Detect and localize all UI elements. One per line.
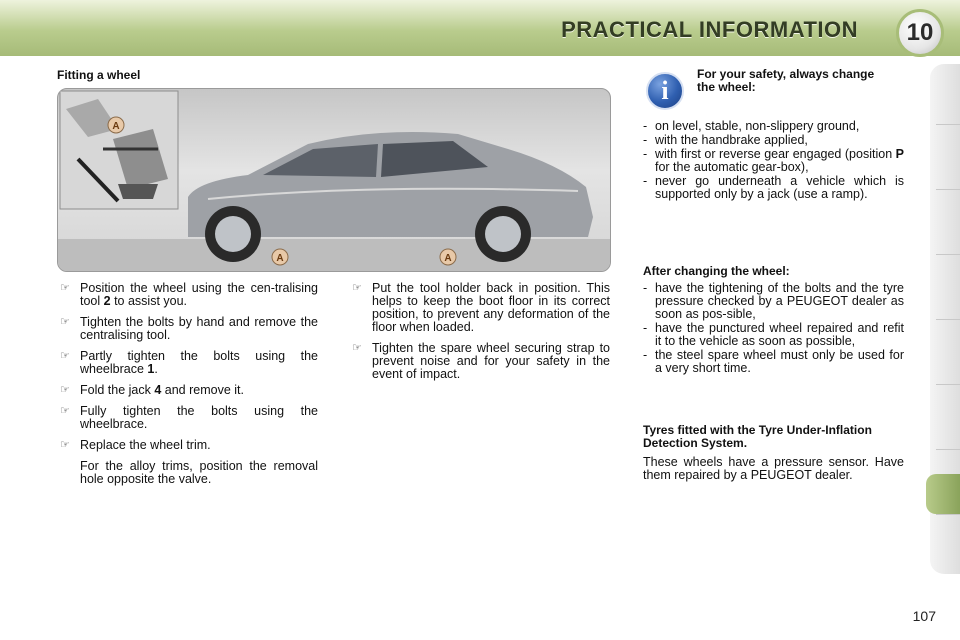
- instruction-step: ☞ Fully tighten the bolts using the wheelbrace.: [60, 404, 318, 431]
- pointing-hand-icon: ☞: [60, 350, 70, 362]
- safety-list: [643, 120, 904, 202]
- instruction-step: ☞ Position the wheel using the cen-tralising tool 2 to assist you.: [60, 281, 318, 308]
- instruction-note: For the alloy trims, position the removal hole opposite the valve.: [80, 459, 318, 486]
- tab-divider: [936, 254, 960, 255]
- after-item: - the steel spare wheel must only be used for a very short time.: [643, 348, 904, 375]
- safety-item: - with the handbrake applied,: [643, 133, 808, 147]
- jack-point-label: A: [444, 253, 452, 264]
- tab-divider: [936, 449, 960, 450]
- pointing-hand-icon: ☞: [60, 439, 70, 451]
- instruction-step: ☞ Tighten the spare wheel securing strap to prevent noise and for your safety in the event of impact.: [352, 341, 610, 381]
- car-jack-illustration: [57, 88, 611, 272]
- safety-item: - on level, stable, non-slippery ground,: [643, 119, 860, 133]
- pointing-hand-icon: ☞: [352, 282, 362, 294]
- safety-title: For your safety, always change the wheel:: [697, 67, 875, 94]
- section-title-fitting-wheel: Fitting a wheel: [57, 68, 141, 82]
- chapter-number-badge: 10: [896, 9, 944, 57]
- instructions-column-2: [352, 282, 610, 389]
- after-title: After changing the wheel:: [643, 264, 790, 278]
- jack-point-label: A: [112, 121, 120, 132]
- instruction-step: ☞ Partly tighten the bolts using the wheelbrace 1.: [60, 349, 318, 376]
- after-item: - have the punctured wheel repaired and refit it to the vehicle as soon as possible,: [643, 321, 904, 348]
- instruction-step: ☞ Put the tool holder back in position. This helps to keep the boot floor in its correct position, to prevent any deformation of the floor when loaded.: [352, 281, 610, 334]
- pointing-hand-icon: ☞: [60, 282, 70, 294]
- safety-item: - never go underneath a vehicle which is supported only by a jack (use a ramp).: [643, 174, 904, 201]
- active-chapter-tab[interactable]: [926, 474, 960, 514]
- pointing-hand-icon: ☞: [60, 384, 70, 396]
- tab-divider: [936, 189, 960, 190]
- info-icon: i: [646, 72, 684, 110]
- pointing-hand-icon: ☞: [352, 342, 362, 354]
- instruction-step: ☞ Replace the wheel trim.: [60, 438, 211, 452]
- tyres-title: Tyres fitted with the Tyre Under-Inflation Detection System.: [643, 423, 872, 450]
- safety-item: - with first or reverse gear engaged (position P for the automatic gear-box),: [643, 147, 904, 174]
- after-list: [643, 282, 904, 376]
- tab-divider: [936, 319, 960, 320]
- tab-divider: [936, 384, 960, 385]
- tyres-text: These wheels have a pressure sensor. Have them repaired by a PEUGEOT dealer.: [643, 455, 904, 482]
- pointing-hand-icon: ☞: [60, 405, 70, 417]
- instruction-step: ☞ Tighten the bolts by hand and remove the centralising tool.: [60, 315, 318, 342]
- page-number: 107: [912, 608, 936, 624]
- instructions-column-1: [60, 282, 318, 494]
- jack-point-label: A: [276, 253, 284, 264]
- instruction-step: ☞ Fold the jack 4 and remove it.: [60, 383, 244, 397]
- pointing-hand-icon: ☞: [60, 316, 70, 328]
- page-title: PRACTICAL INFORMATION: [561, 17, 858, 42]
- after-item: - have the tightening of the bolts and the tyre pressure checked by a PEUGEOT dealer as soon as pos-sible,: [643, 281, 904, 321]
- tab-divider: [936, 514, 960, 515]
- tab-divider: [936, 124, 960, 125]
